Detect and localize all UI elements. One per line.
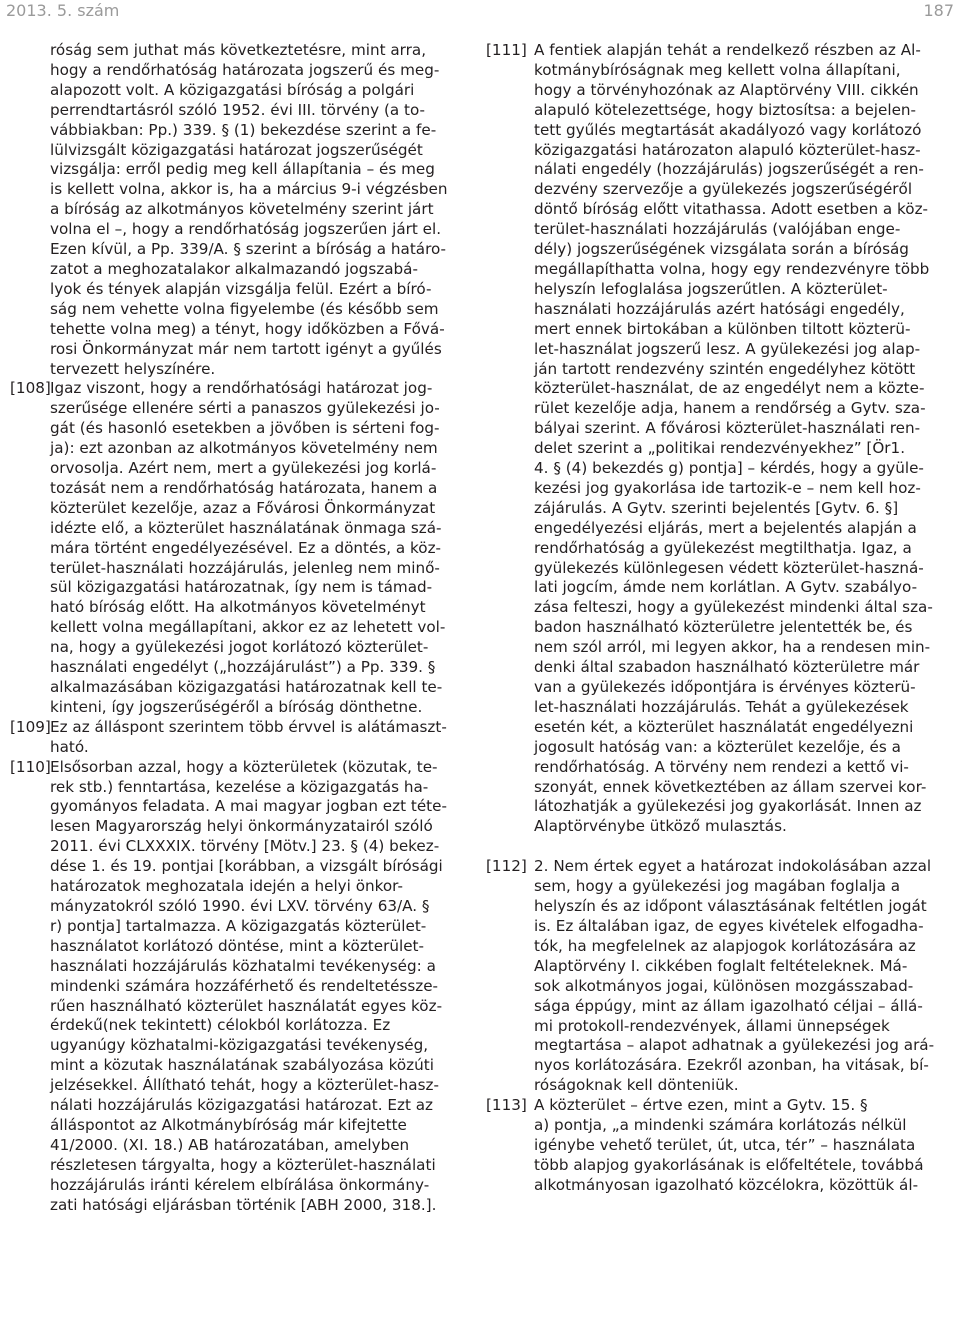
right-column <box>486 41 958 1196</box>
text-line: nálati engedély (hozzájárulás) jogszerűségét a ren- <box>534 160 924 179</box>
paragraph-number: [108] <box>10 379 51 398</box>
text-line: engedélyezési eljárás, mert a bejelentés alapján a <box>534 518 917 537</box>
text-line: Elsősorban azzal, hogy a közterületek (közutak, te- <box>50 757 438 776</box>
text-line: badon használható közterületre jelentették be, és <box>534 618 913 637</box>
text-line: 2. Nem értek egyet a határozat indokolásában azzal <box>534 857 932 876</box>
text-line: lyok és tények alapján vizsgálja felül. Ezért a bíró- <box>50 279 432 298</box>
numbered-paragraph <box>486 1096 958 1196</box>
text-line: gyományos feladata. A mai magyar jogban ezt téte- <box>50 797 447 816</box>
text-line: róság sem juthat más következtetésre, mint arra, <box>50 41 427 59</box>
text-line: kellett volna megállapítani, akkor ez az lehetett vol- <box>50 618 446 637</box>
text-line: ja): ezt azonban az alkotmányos követelmény nem <box>50 439 438 458</box>
text-line: bályai szerint. A fővárosi közterület-használati ren- <box>534 419 921 438</box>
text-line: lülvizsgált közigazgatási határozat jogszerűségét <box>50 140 423 159</box>
text-line: hozzájárulás iránti kérelem elbírálása önkormány- <box>50 1175 430 1194</box>
text-line: tozását nem a rendőrhatóság határozata, hanem a <box>50 478 438 497</box>
text-line: alapozott volt. A közigazgatási bíróság a polgári <box>50 80 415 99</box>
text-line: Igaz viszont, hogy a rendőrhatósági határozat jog- <box>50 379 433 398</box>
text-line: a) pontja, „a mindenki számára korlátozás nélkül <box>534 1116 907 1135</box>
text-line: kinteni, így jogszerűségéről a bíróság dönthetne. <box>50 697 423 716</box>
numbered-paragraph <box>10 379 472 717</box>
text-line: alapuló kötelezettsége, hogy biztosítsa: a bejelen- <box>534 100 917 119</box>
text-line: rendőrhatóság. A törvény nem rendezi a kettő vi- <box>534 757 909 776</box>
text-line: lati jogcím, ámde nem korlátlan. A Gytv. szabályo- <box>534 578 918 597</box>
text-line: is. Ez általában igaz, de egyes kivételek elfogadha- <box>534 916 924 935</box>
text-line: közigazgatási határozaton alapuló közterület-hasz- <box>534 140 921 159</box>
text-line: tehette volna meg) a tényt, hogy időközben a Fővá- <box>50 319 445 338</box>
text-line: sága éppúgy, mint az állam igazolható céljai – állá- <box>534 996 923 1015</box>
paragraph-number: [110] <box>10 757 51 776</box>
text-line: zati hatósági eljárásban történik [ABH 2000, 318.]. <box>50 1195 437 1214</box>
text-line: róságoknak kell dönteniük. <box>534 1076 739 1095</box>
text-line: dezvény szervezője a gyülekezés jogszerűségéről <box>534 180 913 199</box>
numbered-paragraph <box>10 758 472 1216</box>
text-line: több alapjog gyakorlásának is előfeltétele, továbbá <box>534 1155 924 1174</box>
text-line: perrendtartásról szóló 1952. évi III. törvény (a to- <box>50 100 426 119</box>
text-line: let-használat jogszerű lesz. A gyülekezési jog alap- <box>534 339 921 358</box>
text-line: ján tartott rendezvény szintén engedélyhez kötött <box>534 359 916 378</box>
numbered-paragraph <box>486 41 958 837</box>
text-line: lesen Magyarország helyi önkormányzatairól szóló <box>50 817 433 836</box>
text-line: érdekű(nek tekintett) célokból korlátozza. Ez <box>50 1016 391 1035</box>
text-line: volna el –, hogy a rendőrhatóság jogszerűen járt el. <box>50 220 442 239</box>
text-line: sül közigazgatási határozatnak, így nem is támad- <box>50 578 433 597</box>
text-line: szonyát, ennek következtében az állam szervei kor- <box>534 777 927 796</box>
text-line: r) pontja] tartalmazza. A közigazgatás közterület- <box>50 916 427 935</box>
text-line: mi protokoll-rendezvények, állami ünnepségek <box>534 1016 890 1035</box>
paragraph-number: [111] <box>486 41 527 59</box>
text-line: zatot a meghozatalakor alkalmazandó jogszabá- <box>50 259 418 278</box>
text-line: Ez az álláspont szerintem több érvvel is alátámaszt- <box>50 717 447 736</box>
text-line: vizsgálja: erről pedig meg kell állapítania – és meg <box>50 160 435 179</box>
text-line: Ezen kívül, a Pp. 339/A. § szerint a bíróság a határo- <box>50 240 447 259</box>
text-line: na, hogy a gyülekezési jogot korlátozó közterület- <box>50 638 429 657</box>
text-line: 4. § (4) bekezdés g) pontja] – kérdés, hogy a gyüle- <box>534 459 924 478</box>
text-line: kotmánybíróságnak meg kellett volna állapítani, <box>534 60 901 79</box>
text-line: denki által szabadon használható közterületre már <box>534 658 920 677</box>
text-line: dély) jogszerűségének vizsgálata során a bíróság <box>534 240 909 259</box>
text-line: használati hozzájárulás azért hatósági engedély, <box>534 299 905 318</box>
text-line: rendőrhatóság a gyülekezést megtilthatja. Igaz, a <box>534 538 912 557</box>
text-line: rek stb.) fenntartása, kezelése a közigazgatás ha- <box>50 777 429 796</box>
paragraph-number: [113] <box>486 1096 527 1115</box>
text-line: ság nem vehette volna figyelembe (és később sem <box>50 299 439 318</box>
text-line: zájárulás. A Gytv. szerinti bejelentés [Gytv. 6. §] <box>534 498 899 517</box>
text-line: látozhatják a gyülekezési jog gyakorlását. Innen az <box>534 797 922 816</box>
text-line: A fentiek alapján tehát a rendelkező részben az Al- <box>534 41 921 59</box>
text-line: tett gyűlés megtartását akadályozó vagy korlátozó <box>534 120 922 139</box>
text-line: ható bíróság előtt. Ha alkotmányos követelményt <box>50 598 426 617</box>
text-line: döntő bíróság előtt vitathassa. Adott esetben a köz- <box>534 200 929 219</box>
continuation-paragraph <box>10 41 472 379</box>
text-line: terület-használati hozzájárulás, jelenleg nem minő- <box>50 558 440 577</box>
text-line: idézte elő, a közterület használatának önmaga szá- <box>50 518 442 537</box>
paragraph-number: [112] <box>486 857 527 876</box>
text-line: használatot korlátozó döntése, mint a közterület- <box>50 936 424 955</box>
text-line: zása felteszi, hogy a gyülekezést mindenki által sza- <box>534 598 933 617</box>
text-line: mindenki számára hozzáférhető és rendeltetéssze- <box>50 976 439 995</box>
left-column <box>10 41 472 1215</box>
text-line: terület-használati hozzájárulás (valójában enge- <box>534 220 901 239</box>
text-line: kezési jog gyakorlása ide tartozik-e – nem kell hoz- <box>534 478 921 497</box>
page-header-issue: 2013. 5. szám <box>6 1 120 20</box>
text-line: alkalmazásában közigazgatási határozatnak kell te- <box>50 678 443 696</box>
text-line: részletesen tárgyalta, hogy a közterület-használati <box>50 1155 436 1174</box>
text-line: használati hozzájárulás közhatalmi tevékenység: a <box>50 956 436 975</box>
text-line: ható. <box>50 737 89 756</box>
text-line: közterület-használat, de az engedélyt nem a közte- <box>534 379 925 398</box>
paragraph-number: [109] <box>10 717 51 736</box>
text-line: közterület kezelője, azaz a Fővárosi Önkormányzat <box>50 498 436 517</box>
text-line: hogy a törvényhozónak az Alaptörvény VIII. cikkén <box>534 80 919 99</box>
text-line: A közterület – értve ezen, mint a Gytv. 15. § <box>534 1096 868 1115</box>
text-line: rület kezelője adja, hanem a rendőrség a Gytv. sza- <box>534 399 926 418</box>
text-line: sok alkotmányos jogai, különösen mozgásszabad- <box>534 976 914 995</box>
text-line: mint a közutak használatának szabályozása közúti <box>50 1056 434 1075</box>
text-line: delet szerint a „politikai rendezvényekhez” [Ör1. <box>534 439 906 458</box>
text-line: ugyanúgy közhatalmi-közigazgatási tevékenység, <box>50 1036 429 1055</box>
text-line: dése 1. és 19. pontjai [korábban, a vizsgált bírósági <box>50 857 443 876</box>
text-line: mára történt engedélyezésével. Ez a döntés, a köz- <box>50 538 442 557</box>
text-line: sem, hogy a gyülekezési jog magában foglalja a <box>534 877 901 896</box>
text-line: Alaptörvénybe ütköző mulasztás. <box>534 817 787 836</box>
text-line: igénybe vehető terület, út, utca, tér” – használata <box>534 1135 916 1154</box>
text-line: szerűsége ellenére sérti a panaszos gyülekezési jo- <box>50 399 440 418</box>
text-line: helyszín lefoglalása jogszerűtlen. A közterület- <box>534 279 888 298</box>
text-line: gyülekezés különlegesen védett közterület-haszná- <box>534 558 924 577</box>
text-line: orvosolja. Azért nem, mert a gyülekezési jog korlá- <box>50 459 437 478</box>
text-line: jelzésekkel. Állítható tehát, hogy a közterület-hasz- <box>50 1076 439 1095</box>
text-line: jogosult hatóság van: a közterület kezelője, és a <box>534 737 901 756</box>
text-line: a bíróság az alkotmányos követelmény szerint járt <box>50 200 434 219</box>
page-number: 187 <box>923 1 954 20</box>
text-line: megállapíthatta volna, hogy egy rendezvényre több <box>534 259 930 278</box>
text-line: let-használati hozzájárulás. Tehát a gyülekezések <box>534 697 909 716</box>
text-line: tervezett helyszínére. <box>50 359 216 378</box>
text-line: használati engedélyt („hozzájárulást”) a Pp. 339. § <box>50 658 436 677</box>
text-line: rosi Önkormányzat már nem tartott igényt a gyűlés <box>50 339 442 358</box>
text-line: vábbiakban: Pp.) 339. § (1) bekezdése szerint a fe- <box>50 120 437 139</box>
text-line: gát (és hasonló esetekben a jövőben is sérteni fog- <box>50 419 440 438</box>
text-line: megtartása – alapot adhatnak a gyülekezési jog ará- <box>534 1036 935 1055</box>
text-line: hogy a rendőrhatóság határozata jogszerű és meg- <box>50 60 440 79</box>
text-line: Alaptörvény I. cikkében foglalt feltételeknek. Má- <box>534 956 908 975</box>
text-line: álláspontot az Alkotmánybíróság már kifejtette <box>50 1115 407 1134</box>
text-line: helyszín és az időpont választásának feltétlen jogát <box>534 897 927 916</box>
text-line: tók, ha megfelelnek az alapjogok korlátozására az <box>534 936 916 955</box>
text-line: is kellett volna, akkor is, ha a március 9-i végzésben <box>50 180 448 199</box>
text-line: nem szól arról, mi legyen akkor, ha a rendesen min- <box>534 638 931 657</box>
text-line: nálati hozzájárulás közigazgatási határozat. Ezt az <box>50 1096 434 1115</box>
numbered-paragraph <box>10 718 472 758</box>
numbered-paragraph <box>486 857 958 1096</box>
text-line: mert ennek birtokában a különben tiltott közterü- <box>534 319 911 338</box>
text-line: 2011. évi CLXXXIX. törvény [Mötv.] 23. § (4) bekez- <box>50 837 440 856</box>
text-line: van a gyülekezés időpontjára is érvényes közterü- <box>534 678 916 696</box>
text-line: rűen használható közterület használatát egyes köz- <box>50 996 443 1015</box>
text-line: esetén két, a közterület használatát engedélyezni <box>534 717 914 736</box>
text-line: nyos korlátozására. Ezekről azonban, ha vitásak, bí- <box>534 1056 929 1075</box>
text-line: mányzatokról szóló 1990. évi LXV. törvény 63/A. § <box>50 896 430 915</box>
text-line: alkotmányosan igazolható közcélokra, közöttük ál- <box>534 1175 919 1194</box>
text-line: határozatok meghozatala idején a helyi önkor- <box>50 877 403 896</box>
text-line: 41/2000. (XI. 18.) AB határozatában, amelyben <box>50 1135 410 1154</box>
